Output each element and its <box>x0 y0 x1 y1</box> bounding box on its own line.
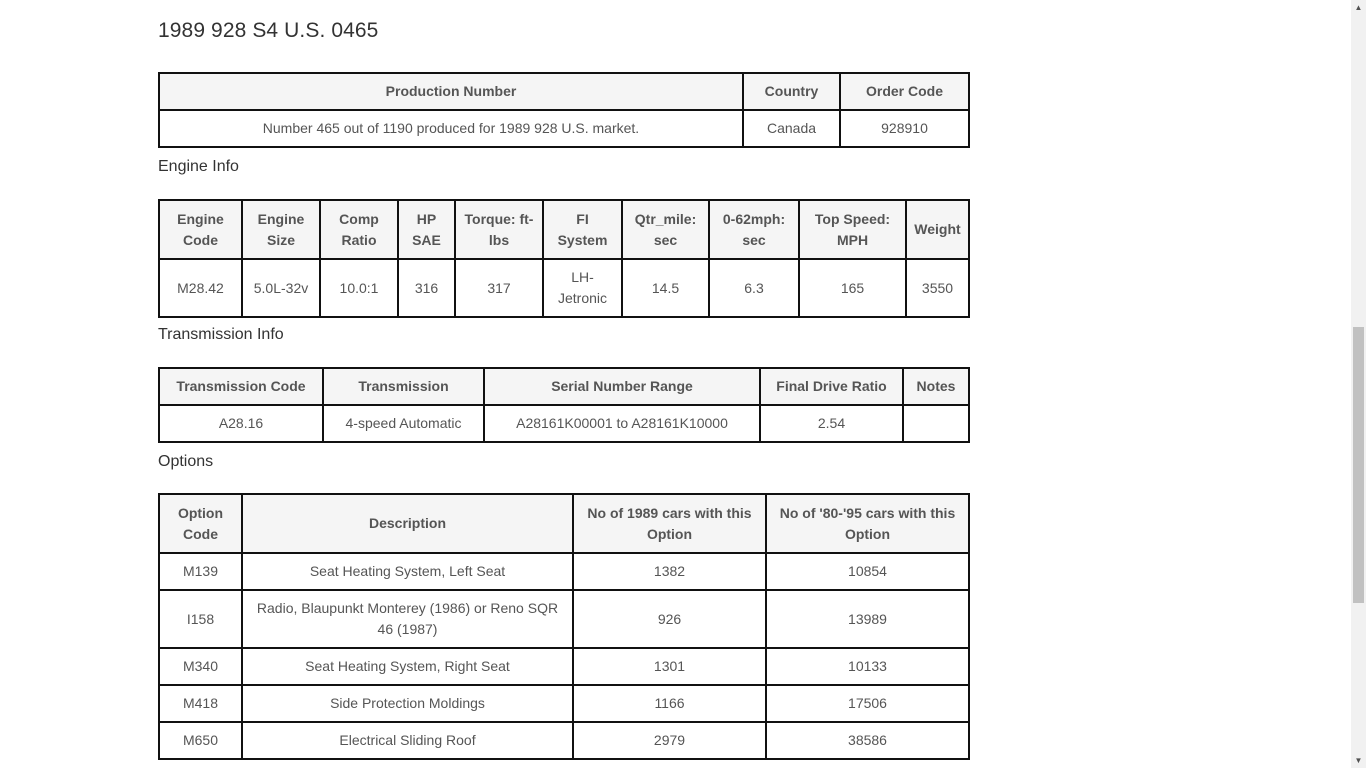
table-cell: 10854 <box>766 553 969 590</box>
table-cell: 928910 <box>840 110 969 147</box>
table-cell: A28.16 <box>159 405 323 442</box>
column-header: Weight <box>906 200 969 259</box>
transmission-table <box>158 367 970 443</box>
table-cell: 10.0:1 <box>320 259 398 317</box>
column-header: Comp Ratio <box>320 200 398 259</box>
table-row <box>159 685 969 722</box>
column-header: Engine Code <box>159 200 242 259</box>
table-cell: 6.3 <box>709 259 799 317</box>
column-header: Option Code <box>159 494 242 553</box>
column-header: Torque: ft-lbs <box>455 200 543 259</box>
table-cell: 926 <box>573 590 766 648</box>
column-header: Order Code <box>840 73 969 110</box>
table-header-row <box>159 368 969 405</box>
table-cell: 13989 <box>766 590 969 648</box>
column-header: Country <box>743 73 840 110</box>
options-table <box>158 493 970 760</box>
column-header: Serial Number Range <box>484 368 760 405</box>
column-header: Description <box>242 494 573 553</box>
table-cell: 5.0L-32v <box>242 259 320 317</box>
section-heading-engine: Engine Info <box>158 158 239 175</box>
table-cell: 4-speed Automatic <box>323 405 484 442</box>
table-cell: 17506 <box>766 685 969 722</box>
column-header: Engine Size <box>242 200 320 259</box>
column-header: Final Drive Ratio <box>760 368 903 405</box>
table-header-row <box>159 200 969 259</box>
column-header: 0-62mph: sec <box>709 200 799 259</box>
table-row <box>159 553 969 590</box>
vertical-scrollbar[interactable] <box>1351 0 1366 768</box>
table-row <box>159 590 969 648</box>
scroll-up-arrow-icon[interactable]: ▲ <box>1354 3 1363 12</box>
table-cell: 316 <box>398 259 455 317</box>
table-cell: 1166 <box>573 685 766 722</box>
table-cell: M650 <box>159 722 242 759</box>
scrollbar-thumb[interactable] <box>1353 327 1364 603</box>
table-cell: 165 <box>799 259 906 317</box>
table-cell: A28161K00001 to A28161K10000 <box>484 405 760 442</box>
table-cell: Seat Heating System, Left Seat <box>242 553 573 590</box>
table-header-row <box>159 494 969 553</box>
column-header: FI System <box>543 200 622 259</box>
table-header-row <box>159 73 969 110</box>
table-cell: 317 <box>455 259 543 317</box>
page-title: 1989 928 S4 U.S. 0465 <box>158 19 379 42</box>
table-cell: I158 <box>159 590 242 648</box>
production-table <box>158 72 970 148</box>
column-header: Qtr_mile: sec <box>622 200 709 259</box>
table-cell: LH-Jetronic <box>543 259 622 317</box>
column-header: Production Number <box>159 73 743 110</box>
section-heading-options: Options <box>158 453 214 470</box>
table-cell: M28.42 <box>159 259 242 317</box>
table-cell: Electrical Sliding Roof <box>242 722 573 759</box>
table-cell: Canada <box>743 110 840 147</box>
table-row <box>159 722 969 759</box>
table-cell: M340 <box>159 648 242 685</box>
table-cell: 1382 <box>573 553 766 590</box>
column-header: No of '80-'95 cars with this Option <box>766 494 969 553</box>
table-cell: 14.5 <box>622 259 709 317</box>
scroll-down-arrow-icon[interactable]: ▼ <box>1354 756 1363 765</box>
table-cell: M418 <box>159 685 242 722</box>
table-cell: Radio, Blaupunkt Monterey (1986) or Reno SQR 46 (1987) <box>242 590 573 648</box>
table-cell: 3550 <box>906 259 969 317</box>
table-cell <box>903 405 969 442</box>
column-header: Transmission <box>323 368 484 405</box>
table-row <box>159 405 969 442</box>
table-cell: Seat Heating System, Right Seat <box>242 648 573 685</box>
table-cell: 2979 <box>573 722 766 759</box>
engine-table <box>158 199 970 318</box>
table-cell: Side Protection Moldings <box>242 685 573 722</box>
column-header: Transmission Code <box>159 368 323 405</box>
column-header: No of 1989 cars with this Option <box>573 494 766 553</box>
column-header: HP SAE <box>398 200 455 259</box>
table-cell: M139 <box>159 553 242 590</box>
table-row <box>159 648 969 685</box>
table-row <box>159 259 969 317</box>
table-cell: Number 465 out of 1190 produced for 1989 928 U.S. market. <box>159 110 743 147</box>
table-cell: 1301 <box>573 648 766 685</box>
column-header: Top Speed: MPH <box>799 200 906 259</box>
table-cell: 10133 <box>766 648 969 685</box>
section-heading-transmission: Transmission Info <box>158 326 284 343</box>
table-row <box>159 110 969 147</box>
table-cell: 2.54 <box>760 405 903 442</box>
column-header: Notes <box>903 368 969 405</box>
table-cell: 38586 <box>766 722 969 759</box>
